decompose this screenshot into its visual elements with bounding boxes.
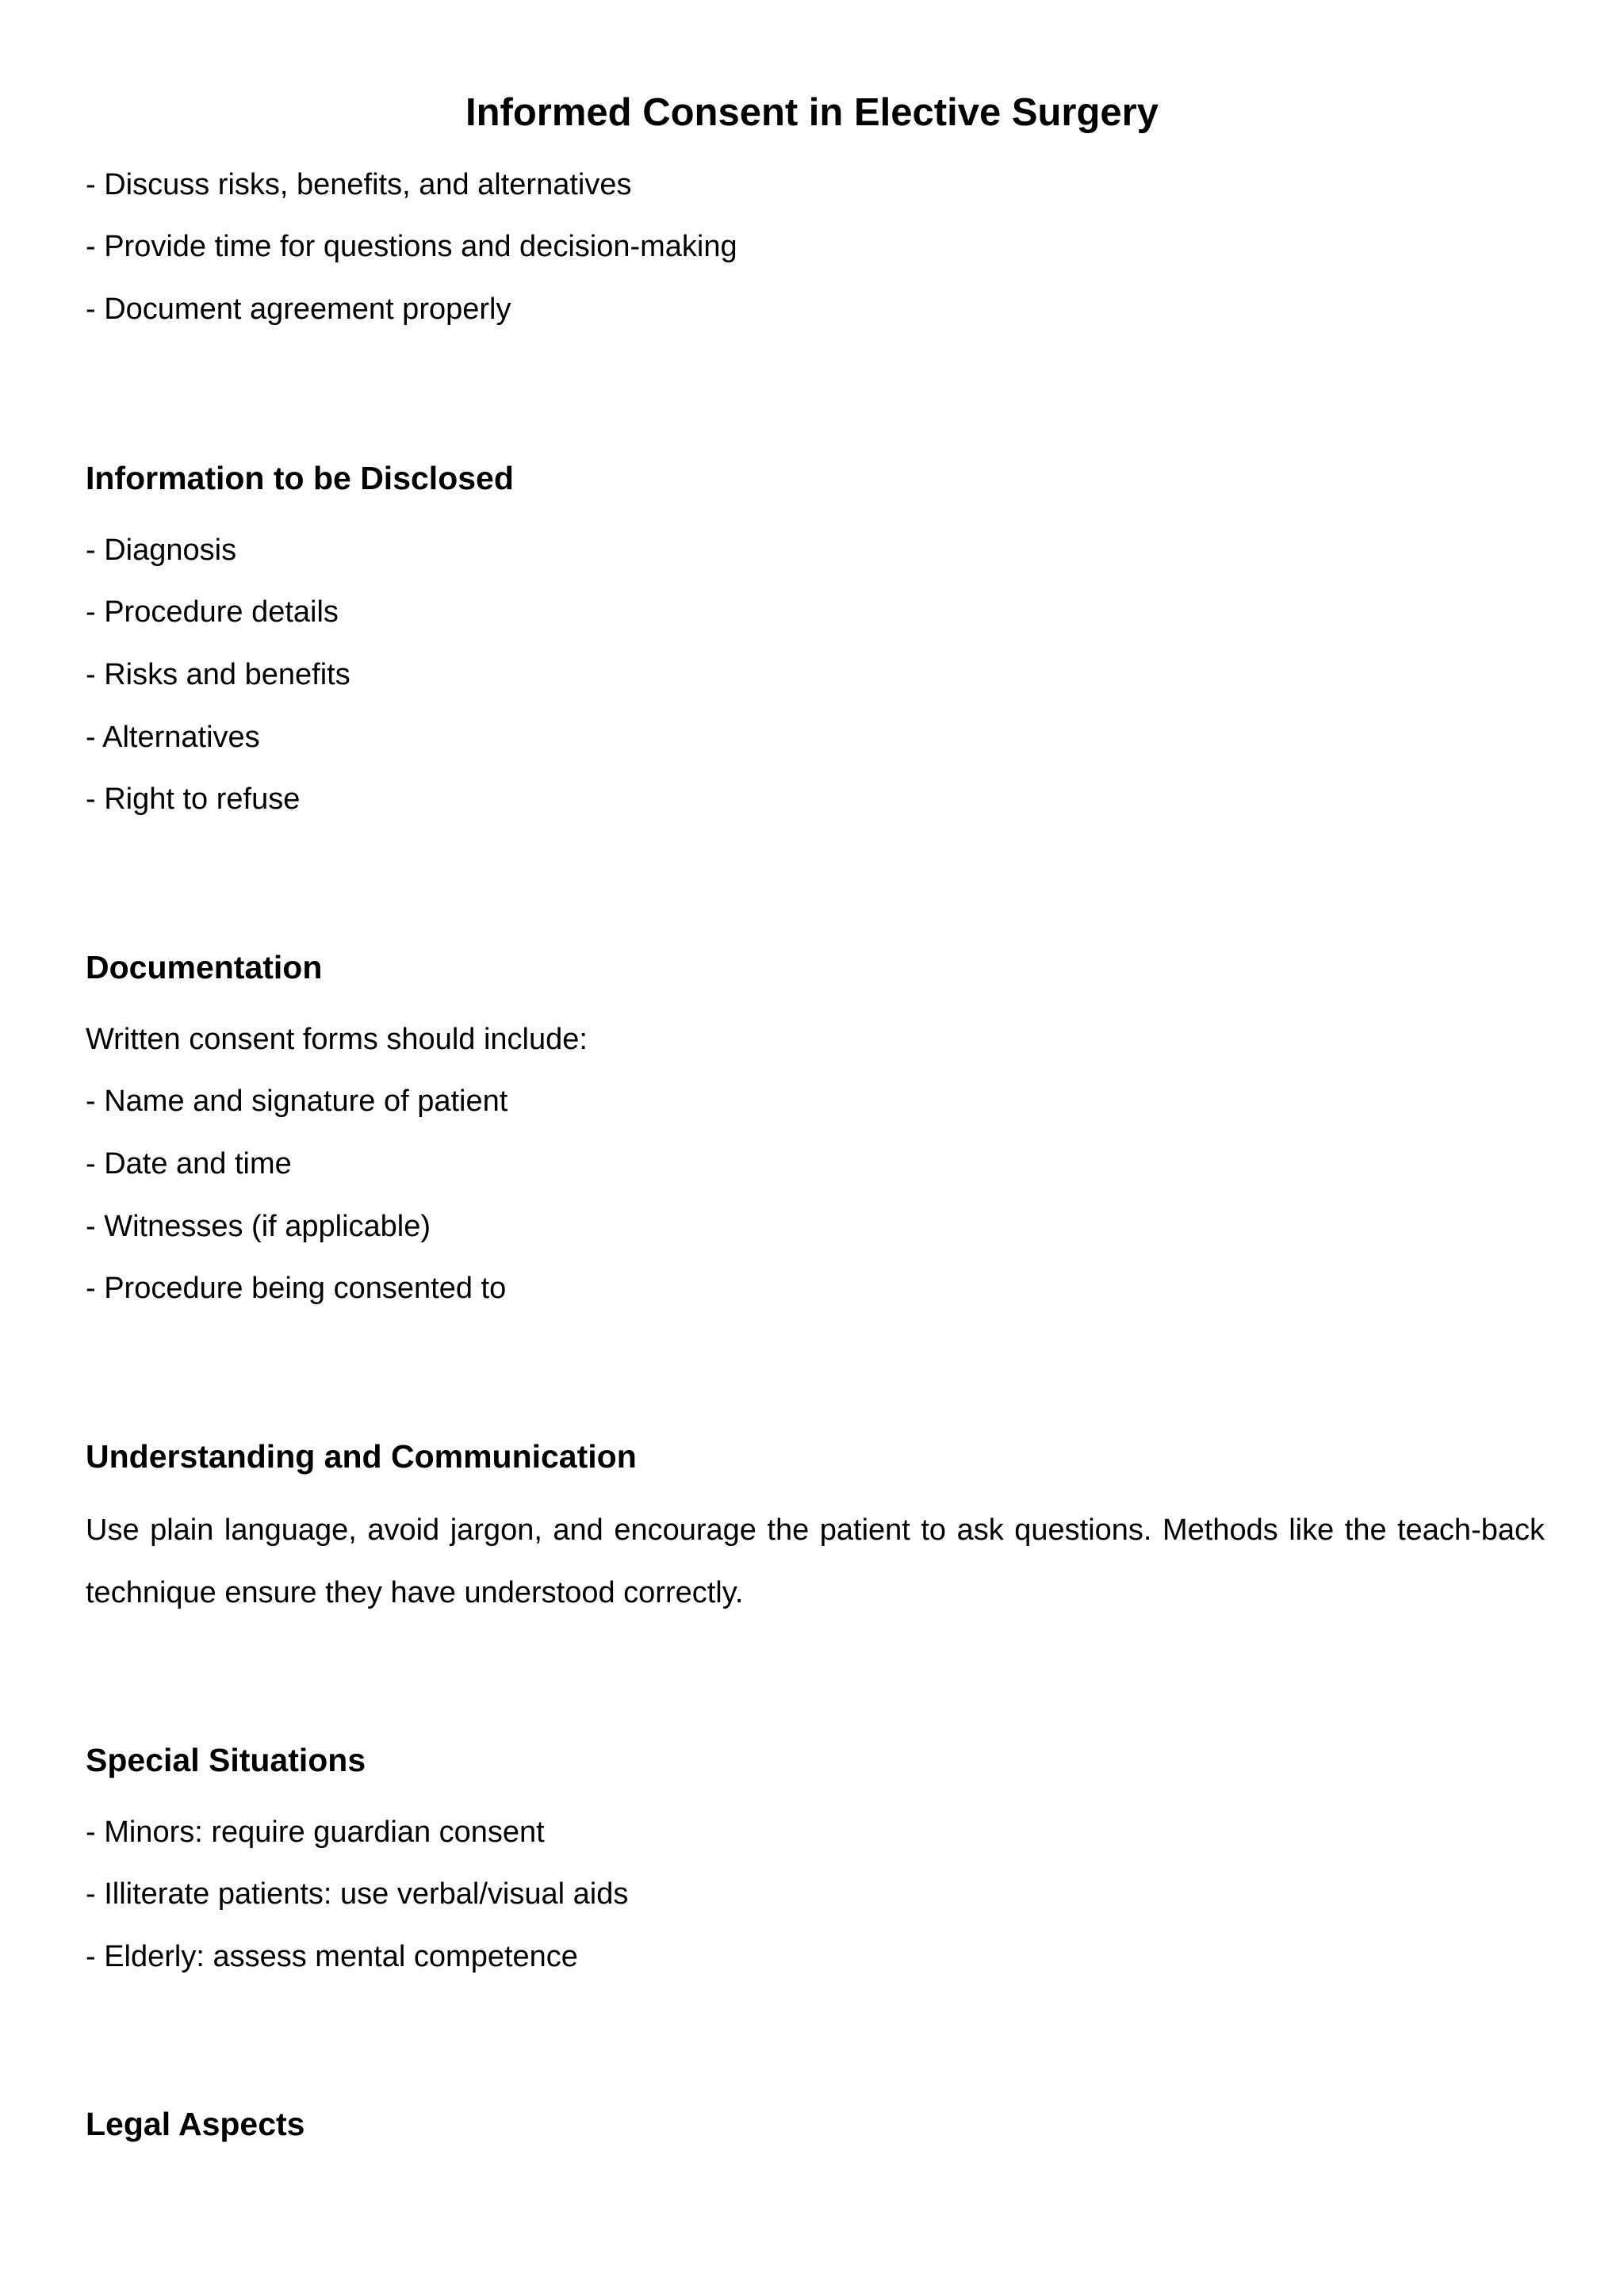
section-heading-documentation: Documentation — [86, 949, 323, 985]
list-item: - Procedure details — [86, 595, 339, 629]
intro-item: - Provide time for questions and decision-making — [86, 230, 737, 263]
list-item: - Elderly: assess mental competence — [86, 1940, 578, 1973]
section-heading-legal: Legal Aspects — [86, 2106, 305, 2142]
list-item: - Date and time — [86, 1147, 292, 1181]
list-item: - Minors: require guardian consent — [86, 1816, 545, 1849]
intro-item: - Discuss risks, benefits, and alternatives — [86, 168, 632, 201]
list-item: - Illiterate patients: use verbal/visual aids — [86, 1877, 629, 1911]
list-item: - Right to refuse — [86, 783, 301, 816]
list-item: - Procedure being consented to — [86, 1272, 507, 1305]
intro-item: - Document agreement properly — [86, 293, 511, 326]
section-intro-text: Written consent forms should include: — [86, 1023, 588, 1056]
list-item: - Risks and benefits — [86, 658, 350, 691]
section-paragraph: Use plain language, avoid jargon, and encourage the patient to ask questions. Methods like the teach-back technique ensure they have understood correctly. — [86, 1513, 1545, 1609]
list-item: - Diagnosis — [86, 534, 237, 567]
section-heading-communication: Understanding and Communication — [86, 1438, 637, 1475]
section-heading-special: Special Situations — [86, 1742, 366, 1778]
list-item: - Name and signature of patient — [86, 1085, 508, 1118]
list-item: - Witnesses (if applicable) — [86, 1210, 431, 1243]
section-heading-disclosure: Information to be Disclosed — [86, 460, 514, 496]
list-item: - Alternatives — [86, 721, 260, 754]
document-title: Informed Consent in Elective Surgery — [465, 91, 1159, 134]
